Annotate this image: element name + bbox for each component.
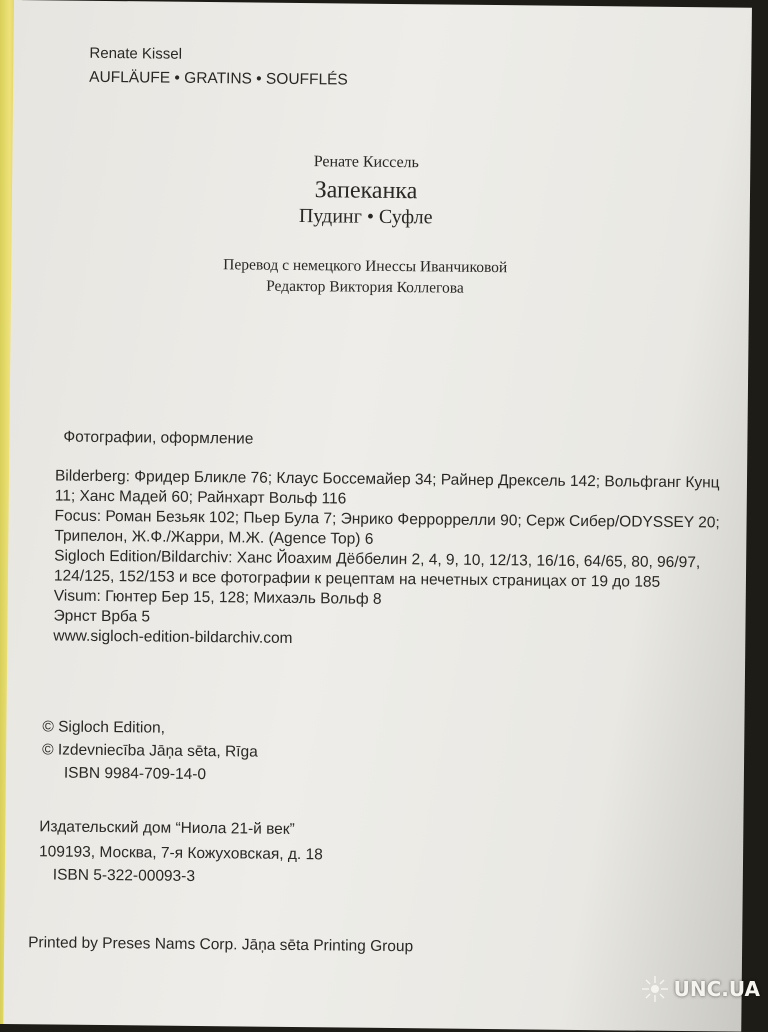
subtitle-russian: Пудинг • Суфле bbox=[298, 204, 433, 229]
isbn-latvian: ISBN 9984-709-14-0 bbox=[63, 764, 207, 784]
watermark bbox=[640, 974, 760, 1004]
credit-line: 124/125, 152/153 и все фотографии к рецептам на нечетных страницах от 19 до 185 bbox=[53, 567, 661, 591]
title-latin: AUFLÄUFE • GRATINS • SOUFFLÉS bbox=[89, 68, 348, 89]
book-page bbox=[3, 0, 752, 1032]
copyright-line-1: © Sigloch Edition, bbox=[42, 718, 166, 737]
credit-line: Трипелон, Ж.Ф./Жарри, М.Ж. (Agence Top) 6 bbox=[54, 527, 374, 548]
title-russian: Запеканка bbox=[314, 177, 418, 205]
copyright-line-2: © Izdevniecība Jāņa sēta, Rīga bbox=[42, 741, 258, 761]
credit-line: Bilderberg: Фридер Бликле 76; Клаус Боссемайер 34; Райнер Дрексель 142; Вольфганг Кунц bbox=[54, 467, 720, 492]
publisher-name: Издательский дом “Ниола 21-й век” bbox=[39, 818, 295, 838]
translator-credit: Перевод с немецкого Инессы Иванчиковой bbox=[223, 256, 508, 277]
photo-credits bbox=[53, 466, 755, 653]
credit-line: Visum: Гюнтер Бер 15, 128; Михаэль Вольф 8 bbox=[53, 587, 382, 608]
website-line: www.sigloch-edition-bildarchiv.com bbox=[53, 627, 293, 647]
editor-credit: Редактор Виктория Коллегова bbox=[266, 277, 464, 297]
credit-line: 11; Ханс Мадей 60; Райнхарт Вольф 116 bbox=[54, 487, 347, 508]
sunburst-icon bbox=[640, 974, 670, 1004]
isbn-russian: ISBN 5-322-00093-3 bbox=[52, 866, 196, 885]
publisher-address: 109193, Москва, 7-я Кожуховская, д. 18 bbox=[38, 843, 323, 864]
printer-credit: Printed by Preses Nams Corp. Jāņa sēta Printing Group bbox=[28, 934, 414, 956]
credit-line: Focus: Роман Безьяк 102; Пьер Була 7; Энрико Ферроррелли 90; Серж Сибер/ODYSSEY 20; bbox=[54, 507, 720, 532]
credit-line: Sigloch Edition/Bildarchiv: Ханс Йоахим Дёббелин 2, 4, 9, 10, 12/13, 16/16, 64/65, 80, 96/97, bbox=[54, 547, 701, 572]
author-russian: Ренате Киссель bbox=[313, 153, 419, 172]
author-latin: Renate Kissel bbox=[89, 44, 183, 63]
watermark-text: UNC.UA bbox=[673, 977, 760, 1001]
credit-line: Эрнст Врба 5 bbox=[53, 607, 151, 626]
photos-heading: Фотографии, оформление bbox=[63, 428, 254, 448]
